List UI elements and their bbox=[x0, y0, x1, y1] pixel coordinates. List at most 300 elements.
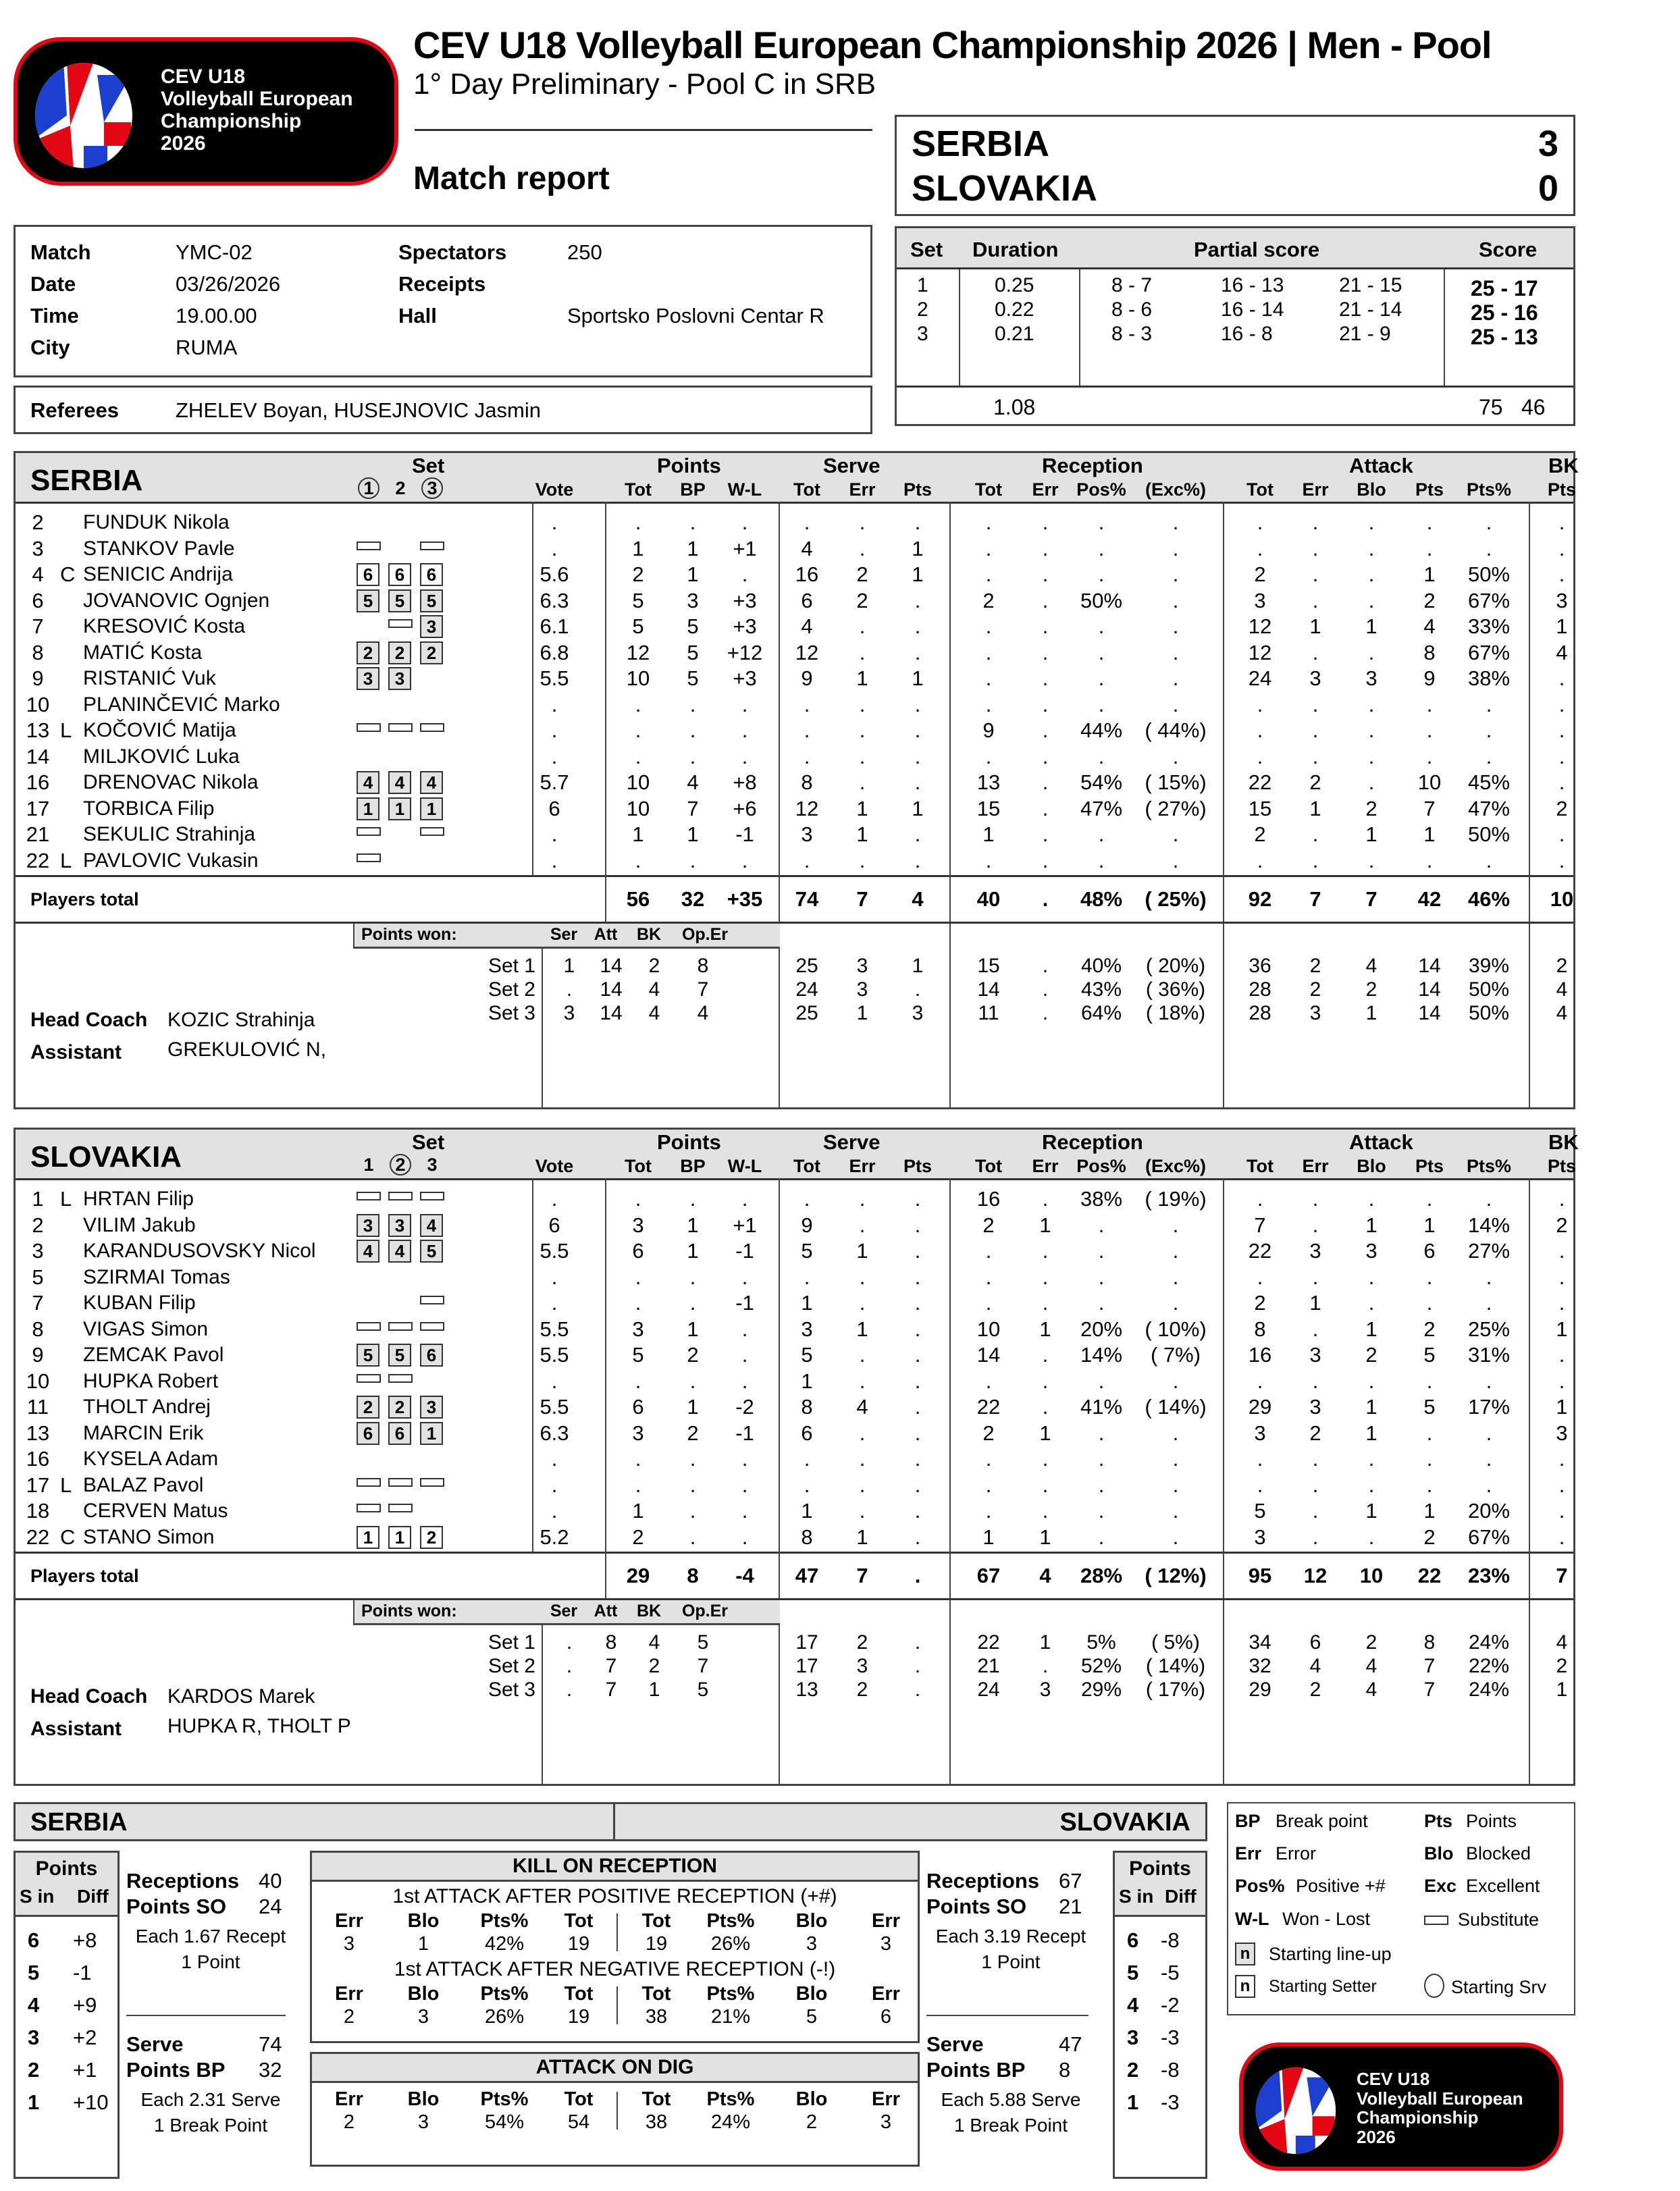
summary-home-name: SERBIA bbox=[30, 1808, 128, 1837]
stat-rpos: 38% bbox=[1080, 1187, 1123, 1211]
player-name[interactable]: VIGAS Simon bbox=[83, 1317, 209, 1340]
starting-lineup-icon: n bbox=[1235, 1943, 1255, 1965]
player-role: L bbox=[60, 1473, 72, 1497]
player-name[interactable]: TORBICA Filip bbox=[83, 797, 215, 820]
serve-divider bbox=[779, 1552, 780, 1598]
home-points-so: 24 bbox=[259, 1895, 282, 1918]
player-name[interactable]: SZIRMAI Tomas bbox=[83, 1265, 230, 1288]
serve-start-circle bbox=[421, 477, 443, 499]
stat-rexc: . bbox=[1172, 1473, 1179, 1497]
stat-wl: . bbox=[741, 1473, 748, 1497]
rotation-header bbox=[1115, 1853, 1205, 1917]
stat-aptsp: . bbox=[1486, 536, 1492, 560]
page-subtitle: 1° Day Preliminary - Pool C in SRB bbox=[413, 68, 876, 101]
stat-rpos: . bbox=[1098, 666, 1105, 690]
stat-stot: . bbox=[804, 692, 810, 716]
stat-aerr: 1 bbox=[1309, 1291, 1321, 1315]
stat-rerr: . bbox=[1042, 588, 1049, 612]
stat-bp: . bbox=[689, 744, 696, 768]
per-set-spts: . bbox=[914, 1631, 921, 1654]
kill-column-header: Tot bbox=[641, 1983, 671, 2005]
points-won-ser: . bbox=[566, 978, 573, 1001]
player-name[interactable]: SENICIC Andrija bbox=[83, 563, 233, 585]
rotation-number: 4 bbox=[28, 1993, 40, 2017]
match-time: 19.00.00 bbox=[176, 304, 257, 327]
stat-rpos: . bbox=[1098, 848, 1105, 872]
page-title: CEV U18 Volleyball European Championship 2026 | Men - Pool bbox=[413, 24, 1492, 66]
stat-rerr: . bbox=[1042, 1239, 1049, 1263]
bk-divider bbox=[1529, 1552, 1530, 1598]
starting-position: 3 bbox=[388, 1214, 411, 1237]
stat-bk: 1 bbox=[1556, 614, 1568, 638]
bk-header: BK bbox=[636, 1602, 662, 1620]
per-set-ablo: 2 bbox=[1365, 1631, 1377, 1654]
partial-score-header: Partial score bbox=[1194, 238, 1320, 261]
player-number: 13 bbox=[26, 718, 50, 742]
stat-bp: . bbox=[689, 1473, 696, 1497]
stat-spts: . bbox=[914, 770, 921, 794]
player-name[interactable]: DRENOVAC Nikola bbox=[83, 771, 259, 793]
stat-atot: . bbox=[1257, 1369, 1263, 1393]
attack-divider bbox=[1223, 875, 1224, 922]
player-number: 10 bbox=[26, 1369, 50, 1393]
stat-wl: +3 bbox=[733, 588, 757, 612]
away-kill-value: 5 bbox=[806, 2006, 818, 2028]
stat-rpos: . bbox=[1098, 1213, 1105, 1237]
per-set-label: Set 3 bbox=[488, 1679, 535, 1701]
set-number-header bbox=[388, 477, 413, 500]
stat-ablo: . bbox=[1368, 770, 1375, 794]
stat-rpos: . bbox=[1098, 510, 1105, 534]
stat-vote: . bbox=[551, 1499, 558, 1523]
stat-bp: 4 bbox=[687, 770, 699, 794]
sets-table bbox=[895, 226, 1575, 426]
home-rotation-box bbox=[14, 1851, 120, 2179]
stat-apts: 2 bbox=[1423, 588, 1436, 612]
stat-vote: 5.5 bbox=[540, 666, 569, 690]
points-bp-label: Points BP bbox=[126, 2058, 226, 2082]
column-header-exc: (Exc%) bbox=[1145, 1156, 1207, 1176]
city-label: City bbox=[30, 336, 70, 359]
set-group-header: Set bbox=[412, 1130, 445, 1154]
total-ptot: 29 bbox=[626, 1564, 650, 1587]
player-name[interactable]: SEKULIC Strahinja bbox=[83, 823, 256, 845]
stat-ptot: . bbox=[635, 1447, 641, 1471]
stat-aptsp: 67% bbox=[1467, 588, 1511, 612]
stat-bp: 1 bbox=[687, 536, 699, 560]
per-set-apts: 14 bbox=[1418, 955, 1441, 977]
per-set-atot: 32 bbox=[1249, 1655, 1271, 1677]
starting-position: 6 bbox=[388, 1422, 411, 1445]
set-duration: 0.25 bbox=[995, 274, 1034, 296]
logo-text-line: CEV U18 bbox=[161, 65, 246, 88]
stat-vote: . bbox=[551, 1473, 558, 1497]
referees-label: Referees bbox=[30, 398, 119, 422]
stat-wl: . bbox=[741, 1369, 748, 1393]
stat-ptot: 2 bbox=[632, 1525, 644, 1549]
stat-vote: 5.5 bbox=[540, 1343, 569, 1367]
player-row bbox=[16, 1186, 1573, 1212]
spectators-count: 250 bbox=[567, 240, 602, 264]
stat-vote: . bbox=[551, 848, 558, 872]
total-apts: 22 bbox=[1417, 1564, 1442, 1587]
stat-rpos: . bbox=[1098, 1291, 1105, 1315]
stat-bk: . bbox=[1558, 1499, 1565, 1523]
legend-desc: Error bbox=[1276, 1843, 1316, 1864]
home-team-stats-table bbox=[14, 451, 1579, 1109]
stat-wl: -2 bbox=[735, 1395, 754, 1419]
stat-bp: . bbox=[689, 1291, 696, 1315]
per-set-aerr: 3 bbox=[1309, 1002, 1321, 1024]
per-set-aptsp: 50% bbox=[1468, 978, 1510, 1001]
set-score: 25 - 17 bbox=[1471, 276, 1538, 300]
per-set-bk: 2 bbox=[1556, 1655, 1568, 1677]
stat-serr: . bbox=[859, 536, 866, 560]
player-name[interactable]: VILIM Jakub bbox=[83, 1213, 196, 1236]
stat-rpos: 54% bbox=[1080, 770, 1123, 794]
stat-stot: . bbox=[804, 1473, 810, 1497]
ser-header: Ser bbox=[550, 925, 578, 944]
stat-rerr: . bbox=[1042, 1343, 1049, 1367]
head-coach-name: KOZIC Strahinja bbox=[167, 1009, 315, 1031]
per-set-atot: 28 bbox=[1249, 1002, 1271, 1024]
player-name[interactable]: FUNDUK Nikola bbox=[83, 511, 230, 533]
player-name[interactable]: MARCIN Erik bbox=[83, 1421, 204, 1444]
s-in-label: S in bbox=[1119, 1886, 1154, 1907]
player-name[interactable]: RISTANIĆ Vuk bbox=[83, 667, 216, 689]
stat-bk: . bbox=[1558, 744, 1565, 768]
stat-bk: 3 bbox=[1556, 1421, 1568, 1445]
player-name[interactable]: PLANINČEVIĆ Marko bbox=[83, 693, 280, 716]
stat-wl: . bbox=[741, 744, 748, 768]
stat-rerr: . bbox=[1042, 822, 1049, 846]
substitute-icon bbox=[357, 1504, 381, 1512]
stat-ablo: . bbox=[1368, 692, 1375, 716]
stat-apts: . bbox=[1426, 744, 1433, 768]
stat-rexc: . bbox=[1172, 692, 1179, 716]
substitute-icon bbox=[420, 1296, 444, 1304]
stat-bk: . bbox=[1558, 1291, 1565, 1315]
stat-spts: . bbox=[914, 588, 921, 612]
kill-column-header: Blo bbox=[407, 1910, 440, 1932]
legend-substitute: Substitute bbox=[1458, 1909, 1540, 1930]
player-name[interactable]: KYSELA Adam bbox=[83, 1448, 219, 1470]
stat-atot: 12 bbox=[1248, 640, 1272, 664]
substitute-icon bbox=[357, 853, 381, 862]
stat-ablo: . bbox=[1368, 1473, 1375, 1497]
away-kill-value: 2 bbox=[806, 2111, 818, 2133]
stat-bk: . bbox=[1558, 1265, 1565, 1289]
set-number-header bbox=[420, 477, 444, 500]
player-name[interactable]: PAVLOVIC Vukasin bbox=[83, 849, 259, 872]
player-name[interactable]: KUBAN Filip bbox=[83, 1292, 196, 1314]
stat-bk: 2 bbox=[1556, 1213, 1568, 1237]
points-divider bbox=[605, 875, 606, 922]
points-won-bk: 2 bbox=[648, 955, 660, 977]
stat-spts: . bbox=[914, 1473, 921, 1497]
home-kill-value: 2 bbox=[343, 2006, 355, 2028]
player-row bbox=[16, 848, 1573, 874]
stat-ptot: 1 bbox=[632, 536, 644, 560]
stat-aptsp: 31% bbox=[1467, 1343, 1511, 1367]
column-header-err: Err bbox=[849, 479, 876, 500]
duration-header: Duration bbox=[972, 238, 1059, 261]
starting-setter-icon: n bbox=[1235, 1975, 1255, 1998]
total-aerr: 12 bbox=[1303, 1564, 1328, 1587]
stat-rpos: 41% bbox=[1080, 1395, 1123, 1419]
rotation-diff: -3 bbox=[1161, 2090, 1180, 2114]
legend-key: W-L bbox=[1235, 1909, 1269, 1929]
starting-position: 3 bbox=[388, 667, 411, 690]
total-ablo: 10 bbox=[1359, 1564, 1384, 1587]
ser-header: Ser bbox=[550, 1602, 578, 1620]
player-number: 22 bbox=[26, 1525, 50, 1549]
substitute-icon bbox=[420, 1192, 444, 1200]
serve-start-circle bbox=[390, 1154, 411, 1176]
stat-vote: . bbox=[551, 1187, 558, 1211]
total-ablo: 7 bbox=[1365, 887, 1377, 911]
stat-bp: . bbox=[689, 1369, 696, 1393]
report-label: Match report bbox=[413, 161, 610, 196]
stat-wl: . bbox=[741, 562, 748, 586]
rotation-diff: +2 bbox=[73, 2026, 97, 2049]
stat-rexc: ( 19%) bbox=[1145, 1187, 1207, 1211]
negative-reception-title: 1st ATTACK AFTER NEGATIVE RECEPTION (-!) bbox=[394, 1958, 836, 1980]
stat-atot: . bbox=[1257, 1473, 1263, 1497]
stat-stot: 1 bbox=[801, 1499, 813, 1523]
stat-vote: 6 bbox=[548, 1213, 560, 1237]
starting-position: 4 bbox=[388, 771, 411, 794]
player-number: 9 bbox=[32, 666, 44, 690]
starting-position: 2 bbox=[420, 641, 443, 664]
stat-rerr: . bbox=[1042, 1473, 1049, 1497]
stat-aerr: 3 bbox=[1309, 1239, 1321, 1263]
stat-apts: 1 bbox=[1423, 1213, 1436, 1237]
home-kill-value: 19 bbox=[567, 1933, 590, 1955]
player-name[interactable]: KARANDUSOVSKY Nicol bbox=[83, 1240, 316, 1262]
per-set-aptsp: 24% bbox=[1468, 1679, 1510, 1701]
points-won-label: Points won: bbox=[361, 925, 457, 944]
stat-stot: 1 bbox=[801, 1291, 813, 1315]
column-header-wl: W-L bbox=[727, 479, 762, 500]
stat-rpos: . bbox=[1098, 1473, 1105, 1497]
stat-rtot: . bbox=[985, 1447, 992, 1471]
player-name[interactable]: BALAZ Pavol bbox=[83, 1473, 204, 1496]
stat-ptot: . bbox=[635, 1473, 641, 1497]
total-aptsp: 46% bbox=[1467, 887, 1511, 911]
stat-rtot: 10 bbox=[976, 1317, 1001, 1341]
legend-desc: Break point bbox=[1276, 1811, 1368, 1831]
substitute-icon bbox=[388, 1192, 413, 1200]
kill-divider bbox=[616, 1986, 618, 2024]
stat-aptsp: 27% bbox=[1467, 1239, 1511, 1263]
stat-bk: . bbox=[1558, 1525, 1565, 1549]
stat-ablo: 2 bbox=[1365, 796, 1377, 820]
stat-aerr: 2 bbox=[1309, 770, 1321, 794]
starting-position: 3 bbox=[357, 667, 379, 690]
stat-ablo: . bbox=[1368, 588, 1375, 612]
set-number: 1 bbox=[363, 1155, 374, 1175]
stat-aptsp: . bbox=[1486, 718, 1492, 742]
rotation-number: 4 bbox=[1127, 1993, 1139, 2017]
stat-rerr: . bbox=[1042, 1395, 1049, 1419]
per-set-aptsp: 24% bbox=[1468, 1631, 1510, 1654]
stat-rerr: . bbox=[1042, 692, 1049, 716]
kill-column-header: Err bbox=[872, 1910, 900, 1932]
stat-serr: . bbox=[859, 640, 866, 664]
stat-ablo: 1 bbox=[1365, 822, 1377, 846]
stat-rpos: 44% bbox=[1080, 718, 1123, 742]
stat-rpos: . bbox=[1098, 1499, 1105, 1523]
stat-ablo: 1 bbox=[1365, 1317, 1377, 1341]
player-name[interactable]: JOVANOVIC Ognjen bbox=[83, 589, 270, 612]
player-name[interactable]: STANO Simon bbox=[83, 1525, 215, 1548]
column-header-tot: Tot bbox=[625, 1156, 652, 1176]
kill-column-header: Blo bbox=[795, 1910, 828, 1932]
stat-aerr: 3 bbox=[1309, 1395, 1321, 1419]
per-set-aerr: 2 bbox=[1309, 955, 1321, 977]
stat-bk: . bbox=[1558, 692, 1565, 716]
stat-rerr: . bbox=[1042, 510, 1049, 534]
logo-emblem-icon bbox=[1251, 2063, 1346, 2158]
stat-ptot: . bbox=[635, 1265, 641, 1289]
away-recept-point: 1 Point bbox=[981, 1951, 1041, 1972]
per-set-bk: 2 bbox=[1556, 955, 1568, 977]
stat-bp: 1 bbox=[687, 562, 699, 586]
player-name[interactable]: ZEMCAK Pavol bbox=[83, 1344, 224, 1366]
stat-aptsp: . bbox=[1486, 1421, 1492, 1445]
player-name[interactable]: KRESOVIĆ Kosta bbox=[83, 615, 246, 637]
stat-aptsp: . bbox=[1486, 692, 1492, 716]
player-row bbox=[16, 640, 1573, 666]
starting-position: 4 bbox=[357, 1240, 379, 1263]
per-set-spts: . bbox=[914, 978, 921, 1001]
per-set-row bbox=[16, 954, 1573, 978]
player-row bbox=[16, 1525, 1573, 1550]
rotation-diff: +8 bbox=[73, 1928, 97, 1952]
player-name[interactable]: MILJKOVIĆ Luka bbox=[83, 745, 240, 768]
stat-bp: 7 bbox=[687, 796, 699, 820]
stat-aerr: . bbox=[1312, 1187, 1319, 1211]
match-code: YMC-02 bbox=[176, 240, 253, 264]
stat-vote: . bbox=[551, 510, 558, 534]
player-name[interactable]: THOLT Andrej bbox=[83, 1396, 211, 1418]
column-header-tot: Tot bbox=[1246, 479, 1274, 500]
rotation-diff: -8 bbox=[1161, 2058, 1180, 2082]
per-set-ablo: 4 bbox=[1365, 955, 1377, 977]
home-kill-value: 3 bbox=[343, 1933, 355, 1955]
stat-stot: 6 bbox=[801, 588, 813, 612]
away-kill-value: 3 bbox=[806, 1933, 818, 1955]
stat-bk: 1 bbox=[1556, 1317, 1568, 1341]
stat-aerr: 3 bbox=[1309, 1343, 1321, 1367]
home-kill-value: 54% bbox=[484, 2111, 525, 2133]
per-set-bk: 4 bbox=[1556, 978, 1568, 1001]
set-number: 1 bbox=[363, 478, 374, 498]
player-name[interactable]: CERVEN Matus bbox=[83, 1500, 228, 1522]
per-set-ablo: 4 bbox=[1365, 1655, 1377, 1677]
per-set-apts: 7 bbox=[1423, 1679, 1436, 1701]
starting-position: 3 bbox=[420, 1396, 443, 1419]
home-each-serve: Each 2.31 Serve bbox=[140, 2089, 281, 2110]
player-name[interactable]: HRTAN Filip bbox=[83, 1188, 194, 1210]
partial-score: 21 - 14 bbox=[1339, 298, 1402, 321]
stat-aerr: . bbox=[1312, 718, 1319, 742]
stat-wl: -1 bbox=[735, 822, 754, 846]
starting-position: 4 bbox=[357, 771, 379, 794]
stat-aerr: . bbox=[1312, 1213, 1319, 1237]
away-receptions: 67 bbox=[1059, 1869, 1082, 1893]
stat-spts: . bbox=[914, 1239, 921, 1263]
serve-group-header: Serve bbox=[823, 1130, 881, 1154]
stat-ablo: 3 bbox=[1365, 666, 1377, 690]
player-name[interactable]: MATIĆ Kosta bbox=[83, 641, 203, 664]
points-won-oper: 5 bbox=[697, 1679, 709, 1701]
stat-rpos: . bbox=[1098, 822, 1105, 846]
stat-aptsp: 50% bbox=[1467, 562, 1511, 586]
stat-ptot: 6 bbox=[632, 1395, 644, 1419]
stat-serr: 1 bbox=[856, 666, 868, 690]
stat-ablo: 1 bbox=[1365, 1421, 1377, 1445]
home-receptions: 40 bbox=[259, 1869, 282, 1893]
stat-aptsp: 67% bbox=[1467, 1525, 1511, 1549]
player-name[interactable]: KOČOVIĆ Matija bbox=[83, 719, 236, 741]
stat-stot: 5 bbox=[801, 1239, 813, 1263]
serve-label: Serve bbox=[126, 2032, 184, 2056]
rotation-number: 1 bbox=[28, 2090, 40, 2114]
player-name[interactable]: HUPKA Robert bbox=[83, 1369, 219, 1392]
per-set-rerr: 1 bbox=[1039, 1631, 1051, 1654]
points-won-bk: 4 bbox=[648, 1631, 660, 1654]
player-number: 4 bbox=[32, 562, 44, 586]
points-label: Points bbox=[1129, 1857, 1191, 1880]
stat-rerr: 1 bbox=[1039, 1421, 1051, 1445]
stat-ptot: 1 bbox=[632, 1499, 644, 1523]
set-number: 2 bbox=[395, 478, 406, 498]
championship-logo-bottom bbox=[1239, 2042, 1563, 2171]
starting-position: 4 bbox=[388, 1240, 411, 1263]
stat-rerr: . bbox=[1042, 1291, 1049, 1315]
kill-column-header: Tot bbox=[564, 2088, 594, 2110]
stat-rtot: 16 bbox=[976, 1187, 1001, 1211]
substitute-icon bbox=[1424, 1916, 1448, 1925]
column-header-pos: Pos% bbox=[1076, 1156, 1126, 1176]
kill-column-header: Blo bbox=[795, 1983, 828, 2005]
per-set-row bbox=[16, 1654, 1573, 1678]
stat-wl: . bbox=[741, 510, 748, 534]
player-role: L bbox=[60, 1187, 72, 1211]
away-each-serve: Each 5.88 Serve bbox=[941, 2089, 1081, 2110]
player-name[interactable]: STANKOV Pavle bbox=[83, 537, 235, 560]
stat-stot: 12 bbox=[795, 640, 819, 664]
column-header-bp: BP bbox=[680, 1156, 706, 1176]
home-team-name: SERBIA bbox=[912, 124, 1050, 164]
stat-ablo: . bbox=[1368, 744, 1375, 768]
stat-spts: . bbox=[914, 1421, 921, 1445]
divider bbox=[126, 2015, 286, 2016]
stat-atot: 8 bbox=[1254, 1317, 1266, 1341]
total-rtot: 40 bbox=[976, 887, 1001, 911]
total-spts: 4 bbox=[912, 887, 924, 911]
per-set-rexc: ( 17%) bbox=[1145, 1679, 1206, 1701]
per-set-bk: 4 bbox=[1556, 1631, 1568, 1654]
points-won-header bbox=[353, 1600, 780, 1625]
stat-apts: 2 bbox=[1423, 1317, 1436, 1341]
stat-apts: . bbox=[1426, 1265, 1433, 1289]
substitute-icon bbox=[388, 1374, 413, 1383]
stat-ptot: . bbox=[635, 510, 641, 534]
away-points-so: 21 bbox=[1059, 1895, 1082, 1918]
